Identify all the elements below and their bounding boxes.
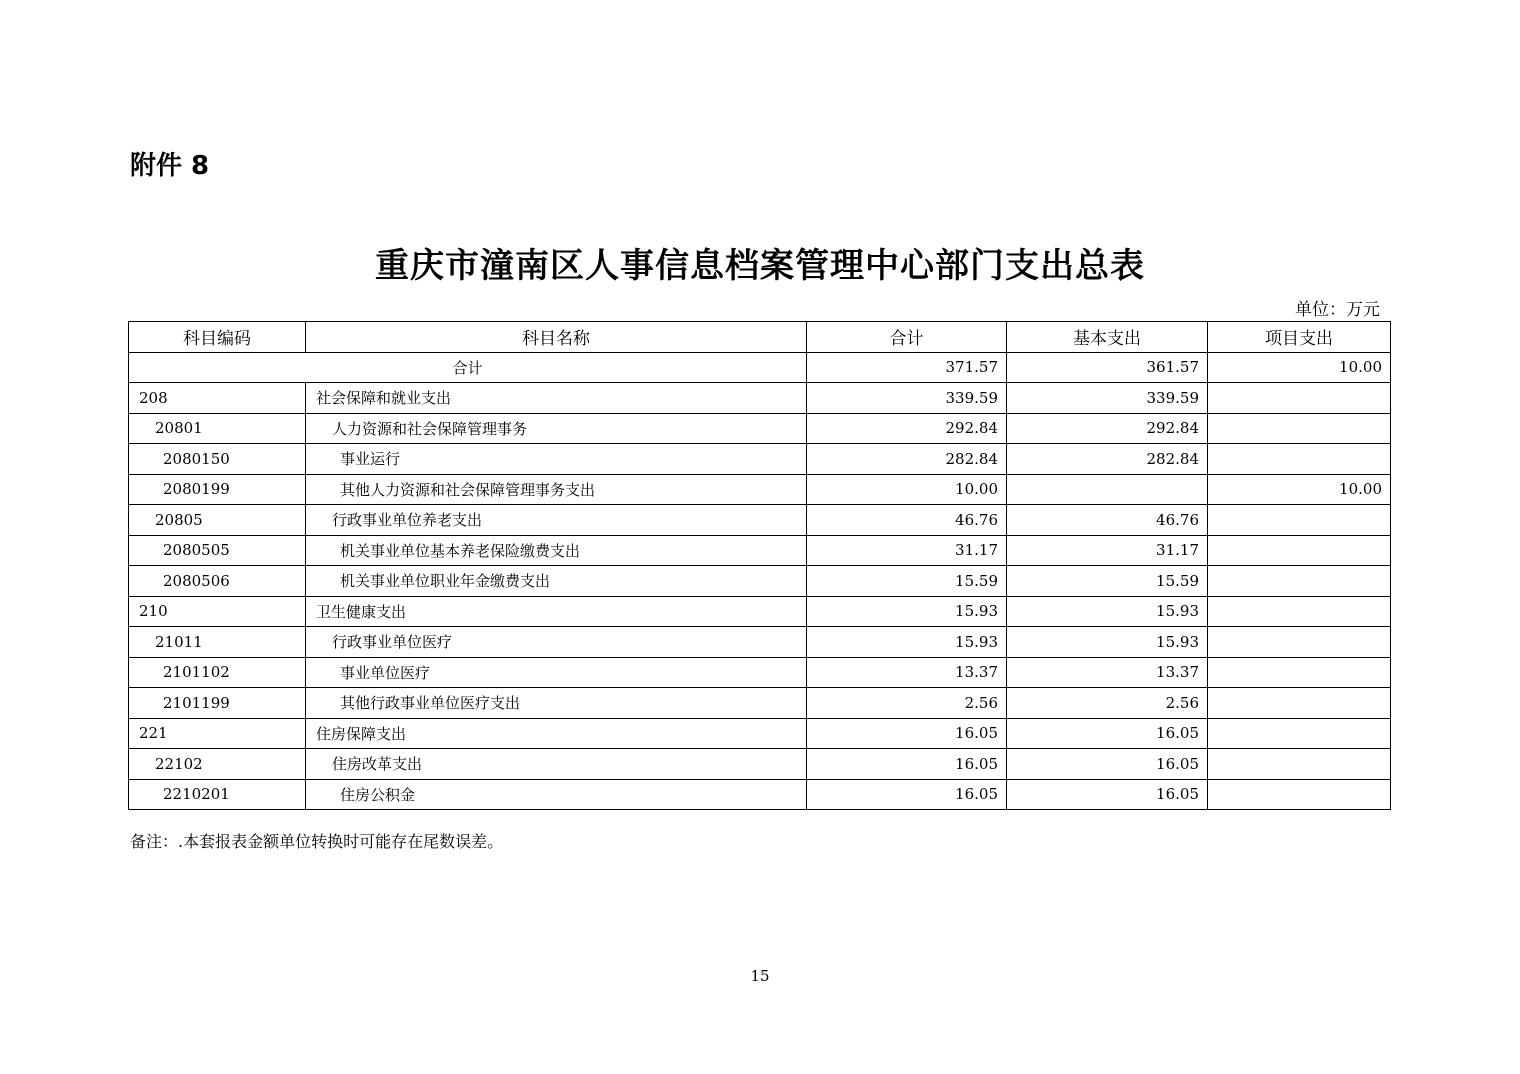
header-project: 项目支出 bbox=[1208, 322, 1391, 353]
row-basic: 16.05 bbox=[1007, 718, 1208, 749]
row-name: 住房保障支出 bbox=[306, 718, 807, 749]
row-name: 住房改革支出 bbox=[306, 749, 807, 780]
row-code: 2080505 bbox=[129, 535, 306, 566]
row-project bbox=[1208, 413, 1391, 444]
footnote: 备注：.本套报表金额单位转换时可能存在尾数误差。 bbox=[130, 832, 504, 851]
row-total: 339.59 bbox=[807, 383, 1007, 414]
row-total: 16.05 bbox=[807, 718, 1007, 749]
row-project bbox=[1208, 688, 1391, 719]
row-name: 其他行政事业单位医疗支出 bbox=[306, 688, 807, 719]
row-name: 机关事业单位职业年金缴费支出 bbox=[306, 566, 807, 597]
row-basic: 46.76 bbox=[1007, 505, 1208, 536]
expenditure-table bbox=[128, 321, 1391, 810]
row-name: 事业运行 bbox=[306, 444, 807, 475]
attachment-label: 附件 8 bbox=[130, 151, 210, 181]
row-code: 2101199 bbox=[129, 688, 306, 719]
row-code: 20801 bbox=[129, 413, 306, 444]
row-project bbox=[1208, 749, 1391, 780]
page-title: 重庆市潼南区人事信息档案管理中心部门支出总表 bbox=[375, 246, 1145, 286]
total-row-label: 合计 bbox=[129, 352, 807, 383]
row-total: 15.93 bbox=[807, 596, 1007, 627]
row-project bbox=[1208, 627, 1391, 658]
row-basic: 282.84 bbox=[1007, 444, 1208, 475]
table-row bbox=[129, 779, 1391, 810]
table-row bbox=[129, 718, 1391, 749]
row-project bbox=[1208, 596, 1391, 627]
row-project bbox=[1208, 444, 1391, 475]
row-total: 10.00 bbox=[807, 474, 1007, 505]
table-row bbox=[129, 657, 1391, 688]
table-row bbox=[129, 444, 1391, 475]
table-row bbox=[129, 627, 1391, 658]
table-row bbox=[129, 535, 1391, 566]
row-code: 2080150 bbox=[129, 444, 306, 475]
row-basic: 15.93 bbox=[1007, 596, 1208, 627]
row-name: 其他人力资源和社会保障管理事务支出 bbox=[306, 474, 807, 505]
row-total: 16.05 bbox=[807, 749, 1007, 780]
table-row bbox=[129, 474, 1391, 505]
row-code: 20805 bbox=[129, 505, 306, 536]
header-code: 科目编码 bbox=[129, 322, 306, 353]
row-total: 292.84 bbox=[807, 413, 1007, 444]
row-total: 16.05 bbox=[807, 779, 1007, 810]
row-name: 事业单位医疗 bbox=[306, 657, 807, 688]
page-number: 15 bbox=[750, 967, 770, 985]
row-name: 人力资源和社会保障管理事务 bbox=[306, 413, 807, 444]
row-code: 221 bbox=[129, 718, 306, 749]
row-project bbox=[1208, 718, 1391, 749]
row-project bbox=[1208, 779, 1391, 810]
row-code: 2101102 bbox=[129, 657, 306, 688]
total-row-basic: 361.57 bbox=[1007, 352, 1208, 383]
table-header-row bbox=[129, 322, 1391, 353]
row-project bbox=[1208, 505, 1391, 536]
table-row bbox=[129, 413, 1391, 444]
row-code: 21011 bbox=[129, 627, 306, 658]
row-code: 2080199 bbox=[129, 474, 306, 505]
row-basic: 15.93 bbox=[1007, 627, 1208, 658]
row-code: 22102 bbox=[129, 749, 306, 780]
header-total: 合计 bbox=[807, 322, 1007, 353]
header-name: 科目名称 bbox=[306, 322, 807, 353]
row-name: 卫生健康支出 bbox=[306, 596, 807, 627]
row-name: 社会保障和就业支出 bbox=[306, 383, 807, 414]
total-row bbox=[129, 352, 1391, 383]
table-row bbox=[129, 383, 1391, 414]
row-project bbox=[1208, 535, 1391, 566]
row-project bbox=[1208, 657, 1391, 688]
row-name: 机关事业单位基本养老保险缴费支出 bbox=[306, 535, 807, 566]
row-basic: 15.59 bbox=[1007, 566, 1208, 597]
row-total: 15.59 bbox=[807, 566, 1007, 597]
unit-label: 单位：万元 bbox=[1295, 300, 1380, 320]
row-name: 住房公积金 bbox=[306, 779, 807, 810]
row-code: 2080506 bbox=[129, 566, 306, 597]
row-total: 46.76 bbox=[807, 505, 1007, 536]
table-row bbox=[129, 688, 1391, 719]
row-basic: 16.05 bbox=[1007, 779, 1208, 810]
row-name: 行政事业单位养老支出 bbox=[306, 505, 807, 536]
table-row bbox=[129, 749, 1391, 780]
row-basic: 292.84 bbox=[1007, 413, 1208, 444]
table-row bbox=[129, 505, 1391, 536]
row-code: 210 bbox=[129, 596, 306, 627]
row-basic bbox=[1007, 474, 1208, 505]
total-row-total: 371.57 bbox=[807, 352, 1007, 383]
row-name: 行政事业单位医疗 bbox=[306, 627, 807, 658]
row-total: 15.93 bbox=[807, 627, 1007, 658]
row-code: 208 bbox=[129, 383, 306, 414]
row-basic: 31.17 bbox=[1007, 535, 1208, 566]
table-row bbox=[129, 566, 1391, 597]
row-total: 282.84 bbox=[807, 444, 1007, 475]
row-code: 2210201 bbox=[129, 779, 306, 810]
table-row bbox=[129, 596, 1391, 627]
header-basic: 基本支出 bbox=[1007, 322, 1208, 353]
row-total: 2.56 bbox=[807, 688, 1007, 719]
row-project bbox=[1208, 566, 1391, 597]
row-basic: 2.56 bbox=[1007, 688, 1208, 719]
row-basic: 13.37 bbox=[1007, 657, 1208, 688]
row-basic: 339.59 bbox=[1007, 383, 1208, 414]
row-project bbox=[1208, 383, 1391, 414]
row-project: 10.00 bbox=[1208, 474, 1391, 505]
row-total: 31.17 bbox=[807, 535, 1007, 566]
row-basic: 16.05 bbox=[1007, 749, 1208, 780]
total-row-project: 10.00 bbox=[1208, 352, 1391, 383]
row-total: 13.37 bbox=[807, 657, 1007, 688]
